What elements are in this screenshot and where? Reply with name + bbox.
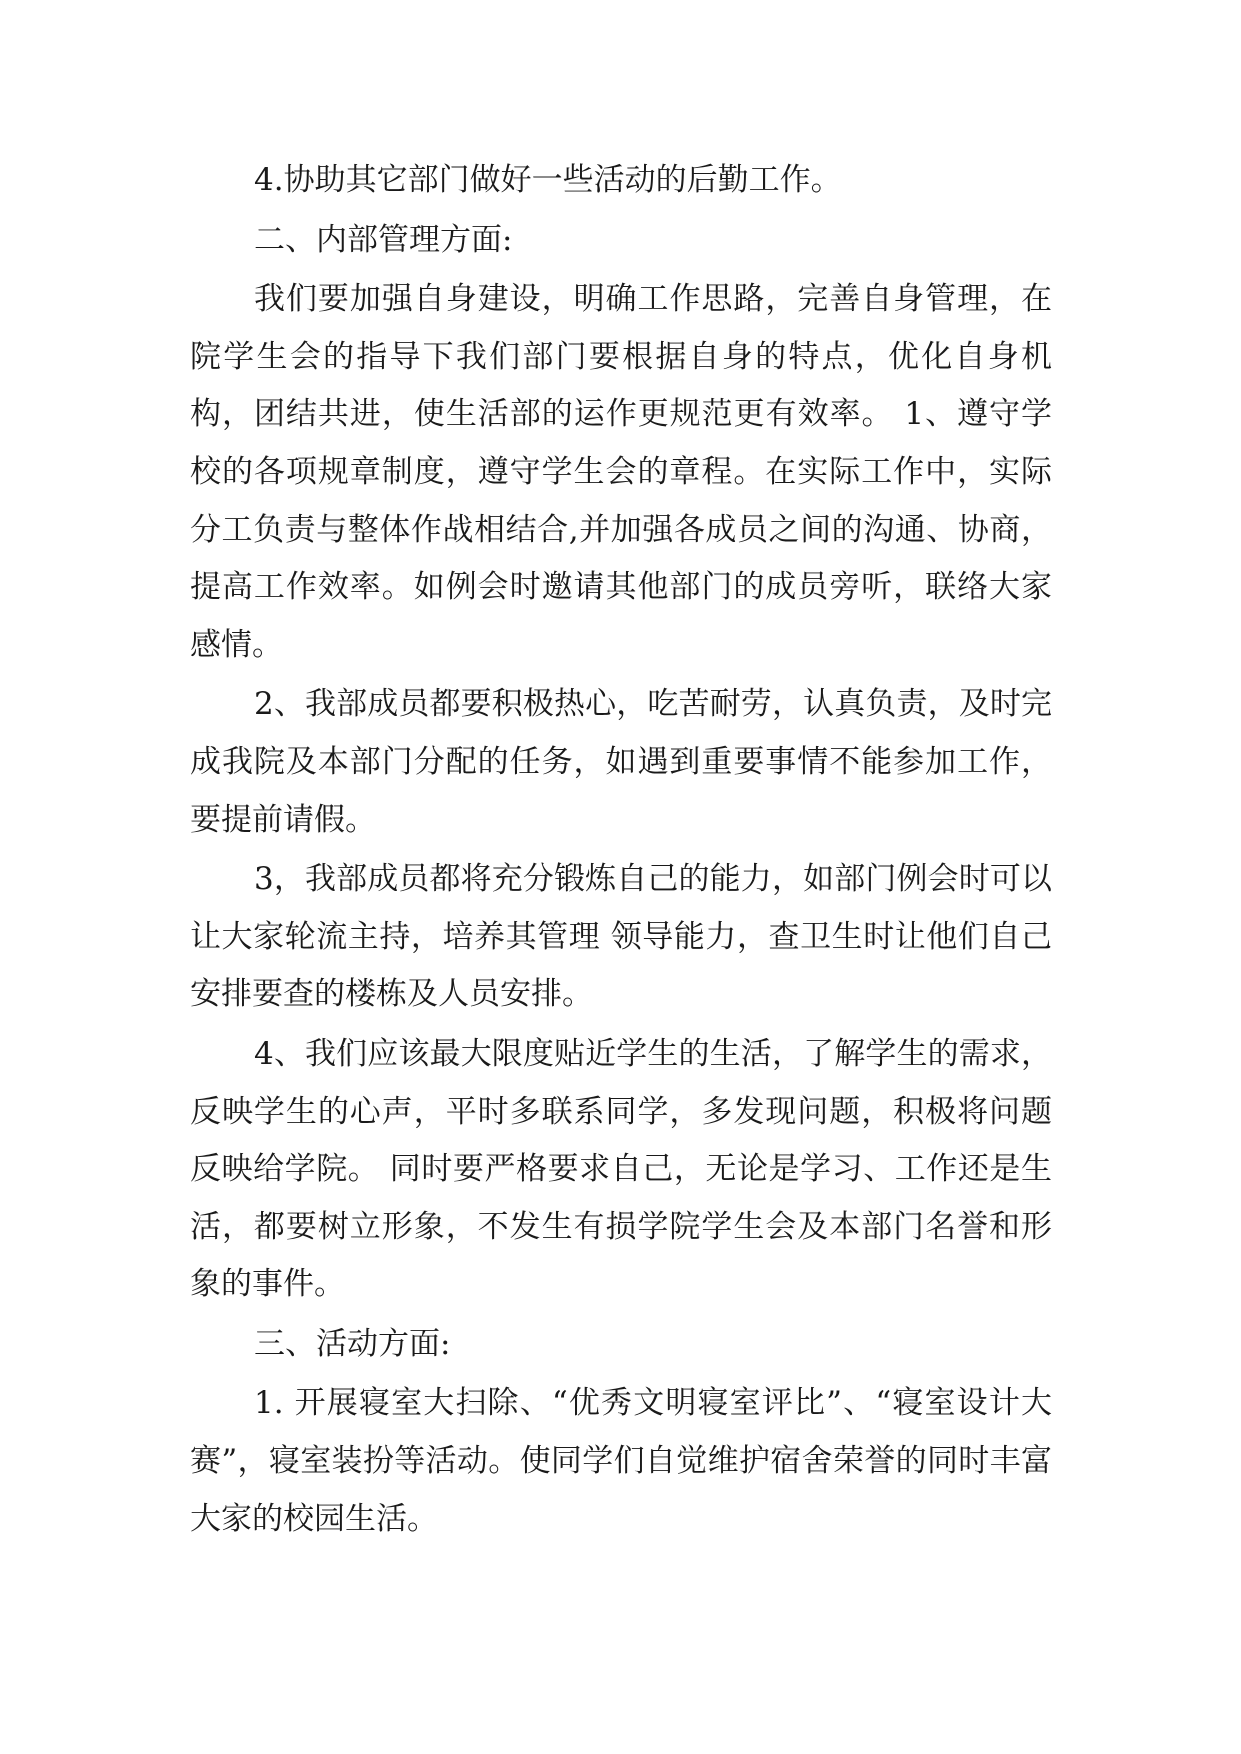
- document-body: [190, 152, 1052, 1550]
- paragraph-activity-1: 1. 开展寝室大扫除、“优秀文明寝室评比”、“寝室设计大赛”，寝室装扮等活动。使同学们自觉维护宿舍荣誉的同时丰富大家的校园生活。: [190, 1385, 1052, 1537]
- heading-activities: 三、活动方面:: [254, 1325, 451, 1362]
- heading-internal-management: 二、内部管理方面:: [254, 221, 513, 258]
- paragraph-item-3: 3，我部成员都将充分锻炼自己的能力，如部门例会时可以让大家轮流主持，培养其管理 领导能力，查卫生时让他们自己安排要查的楼栋及人员安排。: [190, 861, 1052, 1013]
- paragraph-logistics-item: 4.协助其它部门做好一些活动的后勤工作。: [254, 162, 842, 198]
- paragraph-item-4: 4、我们应该最大限度贴近学生的生活，了解学生的需求，反映学生的心声，平时多联系同学，多发现问题，积极将问题反映给学院。 同时要严格要求自己，无论是学习、工作还是生活，都要树立形象，不发生有损学院学生会及本部门名誉和形象的事件。: [190, 1035, 1052, 1303]
- paragraph-item-2: 2、我部成员都要积极热心，吃苦耐劳，认真负责，及时完成我院及本部门分配的任务，如遇到重要事情不能参加工作，要提前请假。: [190, 686, 1052, 838]
- paragraph-self-building: 我们要加强自身建设，明确工作思路，完善自身管理，在院学生会的指导下我们部门要根据自身的特点，优化自身机构，团结共进，使生活部的运作更规范更有效率。 1、遵守学校的各项规章制度，遵守学生会的章程。在实际工作中，实际分工负责与整体作战相结合,并加强各成员之间的沟通、协商，提高工作效率。如例会时邀请其他部门的成员旁听，联络大家感情。: [190, 281, 1052, 663]
